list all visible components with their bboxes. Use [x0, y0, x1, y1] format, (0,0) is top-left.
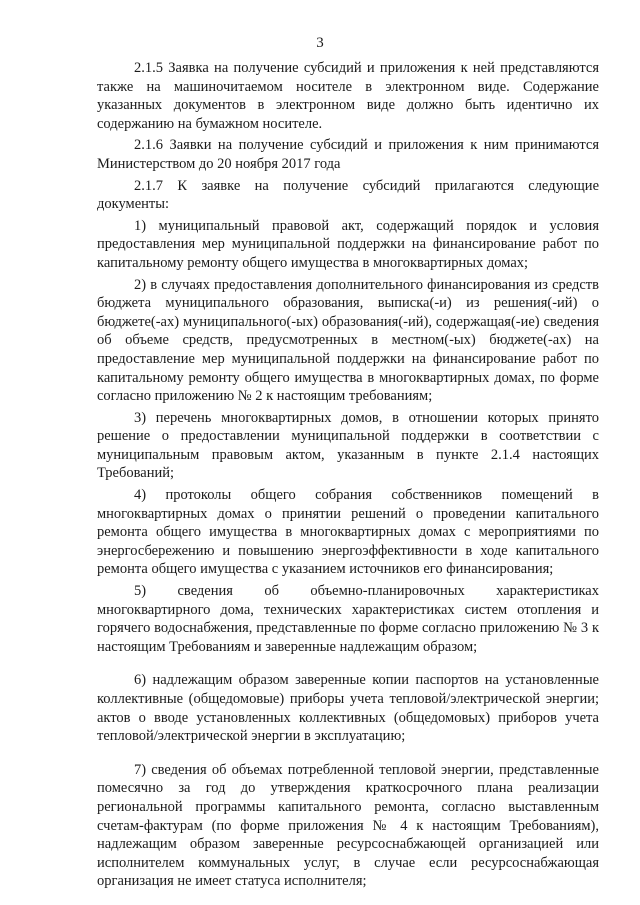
list-item-4: 4) протоколы общего собрания собственников помещений в многоквартирных домах о принятии решений о проведении капитального ремонта общего имущества в многоквартирных домах с мероприятиями по энергосбережению и повышению энергоэффективности в ходе капитального ремонта общего имущества с указанием источников его финансирования; — [97, 487, 599, 578]
paragraph-2-1-6: 2.1.6 Заявки на получение субсидий и приложения к ним принимаются Министерством до 20 ноября 2017 года — [97, 137, 599, 172]
list-item-3: 3) перечень многоквартирных домов, в отношении которых принято решение о предоставлении муниципальной поддержки в соответствии с муниципальным правовым актом, указанным в пункте 2.1.4 настоящих Требований; — [97, 409, 599, 482]
list-item-1: 1) муниципальный правовой акт, содержащий порядок и условия предоставления мер муниципальной поддержки на финансирование работ по капитальному ремонту общего имущества в многоквартирных домах; — [97, 217, 599, 271]
list-item-5: 5) сведения об объемно-планировочных характеристиках многоквартирного дома, технических характеристиках систем отопления и горячего водоснабжения, представленные по форме согласно приложению № 3 к настоящим Требованиям и заверенные надлежащим образом; — [97, 583, 599, 655]
page-number: 3 — [316, 35, 324, 51]
document-body — [97, 59, 599, 891]
list-item-2: 2) в случаях предоставления дополнительного финансирования из средств бюджета муниципального образования, выписка(-и) из решения(-ий) о бюджете(-ах) муниципального(-ых) образования(-ий), содержащая(-ие) сведения об объеме средств, предусмотренных в местном(-ых) бюджете(-ах) на предоставление мер муниципальной поддержки на финансирование работ по капитальному ремонту общего имущества в многоквартирных домах, по форме согласно приложению № 2 к настоящим требованиям; — [97, 276, 599, 405]
list-item-6: 6) надлежащим образом заверенные копии паспортов на установленные коллективные (общедомовые) приборы учета тепловой/электрической энергии; актов о вводе установленных коллективных (общедомовых) приборов учета тепловой/электрической энергии в эксплуатацию; — [97, 672, 599, 745]
paragraph-2-1-5: 2.1.5 Заявка на получение субсидий и приложения к ней представляются также на машиночитаемом носителе в электронном виде. Содержание указанных документов в электронном виде должно быть идентично их содержанию на бумажном носителе. — [97, 60, 599, 132]
paragraph-2-1-7: 2.1.7 К заявке на получение субсидий прилагаются следующие документы: — [97, 177, 599, 213]
list-item-7: 7) сведения об объемах потребленной тепловой энергии, представленные помесячно за год до утверждения краткосрочного плана реализации региональной программы капитального ремонта, согласно выставленным счетам-фактурам (по форме приложения № 4 к настоящим Требованиям), надлежащим образом заверенные ресурсоснабжающей организацией или исполнителем коммунальных услуг, в случае если ресурсоснабжающая организация не имеет статуса исполнителя; — [97, 761, 599, 890]
